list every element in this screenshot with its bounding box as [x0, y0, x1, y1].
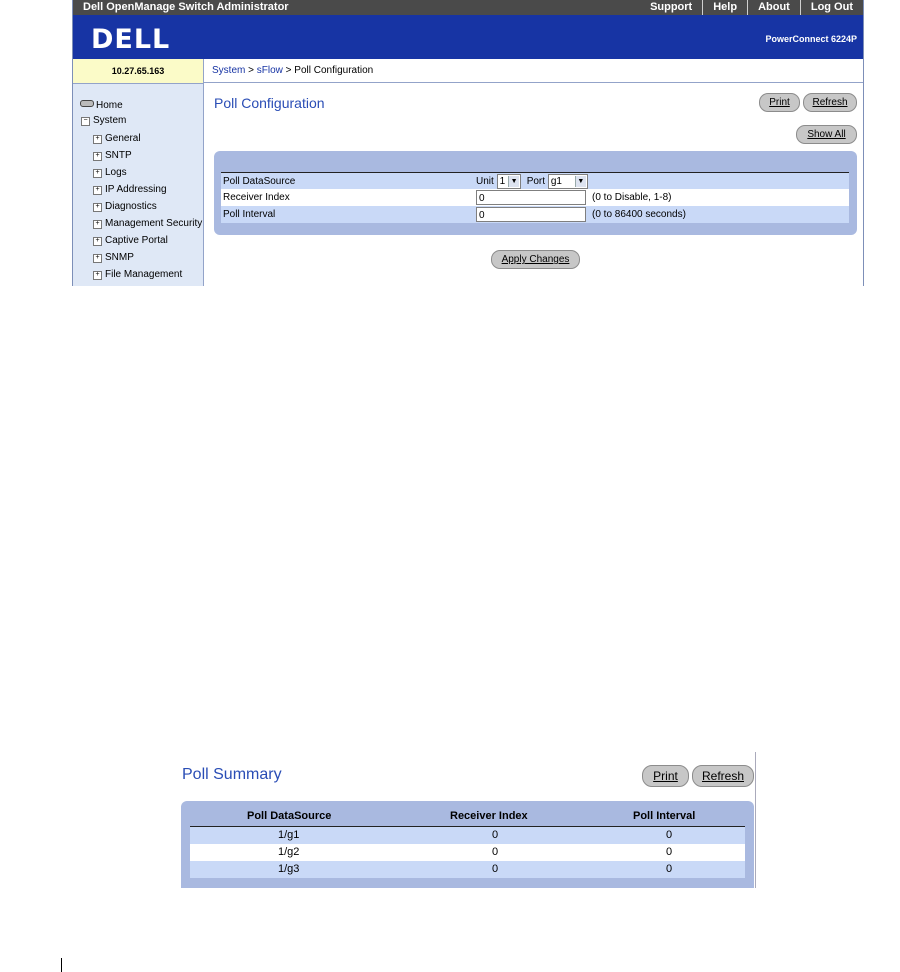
port-label: Port [526, 176, 546, 188]
poll-summary-table [181, 801, 754, 888]
home-icon [80, 100, 94, 107]
receiver-index-input[interactable]: 0 [476, 190, 586, 205]
expand-icon[interactable]: + [93, 220, 102, 229]
sidebar-item-label: File Management [105, 269, 183, 280]
expand-icon[interactable]: + [93, 169, 102, 178]
about-link[interactable]: About [747, 0, 800, 15]
sidebar-item-system[interactable] [81, 115, 126, 126]
column-header: Poll DataSource [247, 810, 332, 822]
poll-summary-screenshot [175, 752, 756, 888]
port-value: g1 [550, 176, 562, 187]
apply-changes-button[interactable]: Apply Changes [491, 250, 580, 269]
poll-interval-hint: (0 to 86400 seconds) [592, 209, 686, 220]
port-select[interactable] [548, 174, 588, 189]
sidebar-item-sntp[interactable] [93, 150, 132, 161]
sidebar-item-label: SNTP [105, 150, 132, 161]
table-cell: 0 [666, 863, 673, 875]
sidebar-item-diagnostics[interactable] [93, 201, 157, 212]
receiver-index-label: Receiver Index [223, 192, 290, 203]
breadcrumb-sflow[interactable]: sFlow [256, 65, 283, 76]
breadcrumb-system[interactable]: System [212, 65, 246, 76]
expand-icon[interactable]: + [93, 135, 102, 144]
expand-icon[interactable]: + [93, 237, 102, 246]
breadcrumb-current: Poll Configuration [294, 65, 374, 76]
sidebar-item-label: IP Addressing [105, 184, 167, 195]
unit-value: 1 [499, 176, 506, 187]
sidebar-item-logs[interactable] [93, 167, 127, 178]
dell-logo: DELL [91, 24, 171, 55]
page-title: Poll Configuration [214, 95, 325, 111]
table-cell: 0 [492, 846, 499, 858]
expand-icon[interactable]: + [93, 152, 102, 161]
sidebar-item-file-management[interactable] [93, 269, 182, 280]
table-cell: 0 [666, 846, 673, 858]
sidebar-item-label: Diagnostics [105, 201, 157, 212]
sidebar-item-label: Home [96, 100, 123, 111]
poll-config-form [214, 151, 857, 235]
breadcrumb-separator: > [248, 65, 254, 76]
poll-configuration-screenshot [72, 0, 864, 286]
sidebar-item-management-security[interactable] [93, 218, 202, 229]
logout-link[interactable]: Log Out [800, 0, 863, 15]
sidebar-item-label: SNMP [105, 252, 134, 263]
sidebar-item-home[interactable] [80, 100, 123, 111]
receiver-index-hint: (0 to Disable, 1-8) [592, 192, 672, 203]
show-all-button[interactable]: Show All [796, 125, 857, 144]
poll-interval-row [221, 206, 849, 223]
help-link[interactable]: Help [702, 0, 747, 15]
sidebar-item-label: General [105, 133, 141, 144]
chevron-down-icon: ▼ [575, 176, 586, 187]
datasource-row [221, 172, 849, 189]
banner [73, 15, 863, 59]
expand-icon[interactable]: + [93, 203, 102, 212]
sidebar-item-captive-portal[interactable] [93, 235, 168, 246]
top-bar [73, 0, 863, 15]
table-cell: 1/g3 [278, 863, 300, 875]
app-title: Dell OpenManage Switch Administrator [83, 1, 289, 13]
unit-label: Unit [476, 176, 494, 188]
sidebar-item-label: System [93, 115, 127, 126]
table-row [190, 861, 745, 878]
column-header: Receiver Index [450, 810, 528, 822]
table-cell: 1/g2 [278, 846, 300, 858]
top-links [640, 0, 863, 15]
table-cell: 0 [666, 829, 673, 841]
model-name: PowerConnect 6224P [765, 34, 857, 44]
receiver-index-row [221, 189, 849, 206]
chevron-down-icon: ▼ [508, 176, 519, 187]
column-header: Poll Interval [633, 810, 696, 822]
table-row [190, 844, 745, 861]
table-row [190, 827, 745, 844]
summary-title: Poll Summary [182, 766, 282, 783]
main-content [204, 84, 863, 286]
sidebar [73, 84, 204, 286]
refresh-button[interactable]: Refresh [803, 93, 857, 112]
sidebar-item-label: Logs [105, 167, 127, 178]
collapse-icon[interactable]: − [81, 117, 90, 126]
expand-icon[interactable]: + [93, 186, 102, 195]
support-link[interactable]: Support [650, 1, 693, 13]
expand-icon[interactable]: + [93, 254, 102, 263]
summary-refresh-button[interactable]: Refresh [692, 765, 754, 787]
page-margin-rule [61, 958, 62, 972]
sidebar-item-general[interactable] [93, 133, 141, 144]
poll-interval-input[interactable]: 0 [476, 207, 586, 222]
poll-interval-label: Poll Interval [223, 209, 276, 220]
sidebar-item-snmp[interactable] [93, 252, 134, 263]
summary-print-button[interactable]: Print [642, 765, 689, 787]
print-button[interactable]: Print [759, 93, 800, 112]
sidebar-item-ip-addressing[interactable] [93, 184, 167, 195]
datasource-controls [476, 174, 588, 189]
sidebar-item-label: Management Security [105, 218, 203, 229]
table-cell: 0 [492, 829, 499, 841]
sidebar-item-label: Captive Portal [105, 235, 168, 246]
table-cell: 0 [492, 863, 499, 875]
expand-icon[interactable]: + [93, 271, 102, 280]
datasource-label: Poll DataSource [223, 176, 296, 187]
breadcrumb-separator: > [285, 65, 292, 76]
breadcrumb [204, 59, 863, 83]
table-header [190, 808, 745, 824]
ip-address: 10.27.65.163 [73, 59, 204, 84]
unit-select[interactable] [497, 174, 522, 189]
table-cell: 1/g1 [278, 829, 300, 841]
